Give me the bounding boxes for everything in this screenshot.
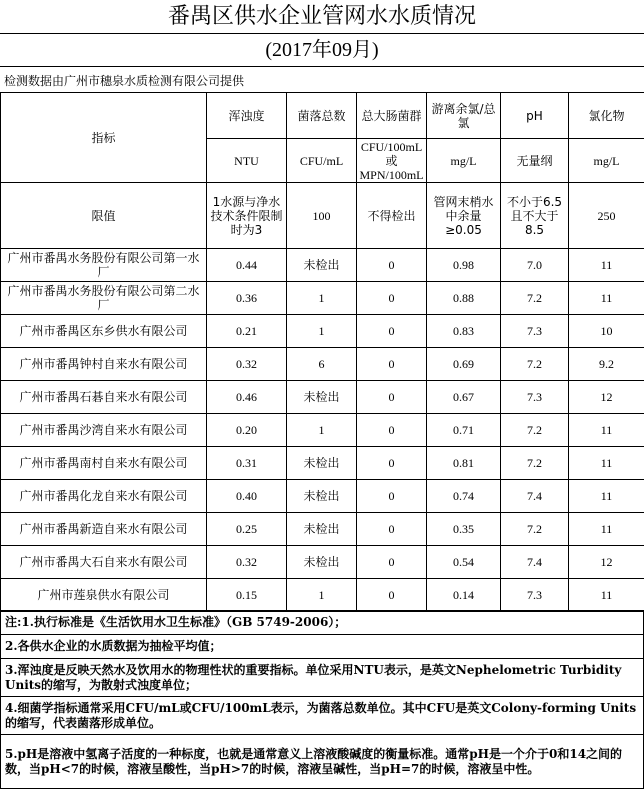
note-text: 4.细菌学指标通常采用CFU/mL或CFU/100mL表示，为菌落总数单位。其中CFU是英文Colony-forming Units的缩写，代表菌落形成单位。: [1, 697, 644, 735]
limit-cell: 100: [287, 183, 357, 249]
unit-cell: mg/L: [569, 139, 644, 183]
measurement-cell: 未检出: [287, 513, 357, 546]
measurement-cell: 未检出: [287, 480, 357, 513]
organization-name: 广州市番禺新造自来水有限公司: [1, 513, 207, 546]
organization-name: 广州市番禺钟村自来水有限公司: [1, 348, 207, 381]
column-header: pH: [501, 93, 569, 139]
unit-cell: NTU: [207, 139, 287, 183]
limit-header: 限值: [1, 183, 207, 249]
notes-table: [0, 610, 644, 789]
table-row: [1, 546, 644, 579]
measurement-cell: 11: [569, 513, 644, 546]
measurement-cell: 11: [569, 480, 644, 513]
note-row: [1, 735, 644, 789]
report-period: (2017年09月): [265, 39, 379, 61]
note-text: 注:1.执行标准是《生活饮用水卫生标准》（GB 5749-2006）；: [1, 611, 644, 635]
measurement-cell: 0: [357, 414, 427, 447]
organization-name: 广州市番禺南村自来水有限公司: [1, 447, 207, 480]
measurement-cell: 7.3: [501, 315, 569, 348]
unit-cell: CFU/100mL或MPN/100mL: [357, 139, 427, 183]
organization-name: 广州市番禺沙湾自来水有限公司: [1, 414, 207, 447]
measurement-cell: 11: [569, 282, 644, 315]
measurement-cell: 11: [569, 447, 644, 480]
measurement-cell: 7.2: [501, 282, 569, 315]
measurement-cell: 1: [287, 282, 357, 315]
measurement-cell: 0.98: [427, 249, 501, 282]
measurement-cell: 7.2: [501, 447, 569, 480]
organization-name: 广州市番禺区东乡供水有限公司: [1, 315, 207, 348]
table-row: [1, 348, 644, 381]
column-header: 菌落总数: [287, 93, 357, 139]
limit-cell: 不小于6.5且不大于8.5: [501, 183, 569, 249]
measurement-cell: 0.31: [207, 447, 287, 480]
measurement-cell: 7.2: [501, 348, 569, 381]
column-names-row: [1, 93, 644, 139]
measurement-cell: 0.46: [207, 381, 287, 414]
organization-name: 广州市番禺水务股份有限公司第二水厂: [1, 282, 207, 315]
measurement-cell: 0: [357, 447, 427, 480]
measurement-cell: 0.40: [207, 480, 287, 513]
measurement-cell: 12: [569, 546, 644, 579]
table-row: [1, 381, 644, 414]
table-body: [1, 93, 644, 612]
period-divider: [0, 66, 644, 67]
measurement-cell: 1: [287, 315, 357, 348]
note-text: 3.浑浊度是反映天然水及饮用水的物理性状的重要指标。单位采用NTU表示，是英文Nephelometric Turbidity Units的缩写，为散射式浊度单位；: [1, 659, 644, 697]
limit-cell: 250: [569, 183, 644, 249]
measurement-cell: 11: [569, 414, 644, 447]
measurement-cell: 0: [357, 546, 427, 579]
column-header: 总大肠菌群: [357, 93, 427, 139]
limits-row: [1, 183, 644, 249]
measurement-cell: 0.88: [427, 282, 501, 315]
organization-name: 广州市番禺化龙自来水有限公司: [1, 480, 207, 513]
note-row: [1, 697, 644, 735]
table-row: [1, 579, 644, 612]
measurement-cell: 0.71: [427, 414, 501, 447]
measurement-cell: 0.15: [207, 579, 287, 612]
measurement-cell: 0: [357, 249, 427, 282]
note-row: [1, 659, 644, 697]
measurement-cell: 0.25: [207, 513, 287, 546]
table-row: [1, 447, 644, 480]
measurement-cell: 0.32: [207, 348, 287, 381]
measurement-cell: 0: [357, 480, 427, 513]
limit-cell: 管网末梢水中余量≥0.05: [427, 183, 501, 249]
measurement-cell: 0: [357, 315, 427, 348]
measurement-cell: 0.69: [427, 348, 501, 381]
measurement-cell: 12: [569, 381, 644, 414]
note-text: 5.pH是溶液中氢离子活度的一种标度，也就是通常意义上溶液酸碱度的衡量标准。通常pH是一个介于0和14之间的数，当pH<7的时候，溶液呈酸性，当pH>7的时候，溶液呈碱性，当pH=7的时候，溶液呈中性。: [1, 735, 644, 789]
limit-cell: 不得检出: [357, 183, 427, 249]
measurement-cell: 0.21: [207, 315, 287, 348]
unit-cell: CFU/mL: [287, 139, 357, 183]
column-header: 游离余氯/总氯: [427, 93, 501, 139]
measurement-cell: 0.54: [427, 546, 501, 579]
notes-body: [1, 611, 644, 789]
note-row: [1, 635, 644, 659]
measurement-cell: 0: [357, 381, 427, 414]
measurement-cell: 7.4: [501, 480, 569, 513]
table-row: [1, 249, 644, 282]
organization-name: 广州市莲泉供水有限公司: [1, 579, 207, 612]
measurement-cell: 7.4: [501, 546, 569, 579]
table-row: [1, 414, 644, 447]
measurement-cell: 9.2: [569, 348, 644, 381]
measurement-cell: 6: [287, 348, 357, 381]
table-row: [1, 315, 644, 348]
measurement-cell: 未检出: [287, 447, 357, 480]
table-row: [1, 513, 644, 546]
measurement-cell: 7.3: [501, 579, 569, 612]
measurement-cell: 0.35: [427, 513, 501, 546]
measurement-cell: 未检出: [287, 381, 357, 414]
organization-name: 广州市番禺大石自来水有限公司: [1, 546, 207, 579]
measurement-cell: 10: [569, 315, 644, 348]
table-row: [1, 480, 644, 513]
measurement-cell: 7.2: [501, 513, 569, 546]
water-quality-table: [0, 92, 644, 612]
unit-cell: mg/L: [427, 139, 501, 183]
organization-name: 广州市番禺水务股份有限公司第一水厂: [1, 249, 207, 282]
measurement-cell: 0.74: [427, 480, 501, 513]
column-header: 氯化物: [569, 93, 644, 139]
measurement-cell: 0: [357, 579, 427, 612]
measurement-cell: 11: [569, 579, 644, 612]
measurement-cell: 未检出: [287, 249, 357, 282]
measurement-cell: 0.44: [207, 249, 287, 282]
data-source-note: 检测数据由广州市穗泉水质检测有限公司提供: [4, 74, 245, 88]
unit-cell: 无量纲: [501, 139, 569, 183]
measurement-cell: 0.36: [207, 282, 287, 315]
measurement-cell: 0.20: [207, 414, 287, 447]
measurement-cell: 0.67: [427, 381, 501, 414]
measurement-cell: 0.14: [427, 579, 501, 612]
measurement-cell: 0: [357, 348, 427, 381]
measurement-cell: 7.2: [501, 414, 569, 447]
measurement-cell: 1: [287, 579, 357, 612]
measurement-cell: 0: [357, 513, 427, 546]
organization-name: 广州市番禺石碁自来水有限公司: [1, 381, 207, 414]
measurement-cell: 0: [357, 282, 427, 315]
page-title: 番禺区供水企业管网水水质情况: [167, 4, 476, 29]
measurement-cell: 7.3: [501, 381, 569, 414]
measurement-cell: 1: [287, 414, 357, 447]
title-divider: [0, 33, 644, 34]
measurement-cell: 7.0: [501, 249, 569, 282]
note-text: 2.各供水企业的水质数据为抽检平均值；: [1, 635, 644, 659]
column-header: 浑浊度: [207, 93, 287, 139]
indicator-header: 指标: [1, 93, 207, 183]
measurement-cell: 0.81: [427, 447, 501, 480]
note-row: [1, 611, 644, 635]
measurement-cell: 11: [569, 249, 644, 282]
limit-cell: 1水源与净水技术条件限制时为3: [207, 183, 287, 249]
measurement-cell: 0.32: [207, 546, 287, 579]
measurement-cell: 未检出: [287, 546, 357, 579]
table-row: [1, 282, 644, 315]
measurement-cell: 0.83: [427, 315, 501, 348]
